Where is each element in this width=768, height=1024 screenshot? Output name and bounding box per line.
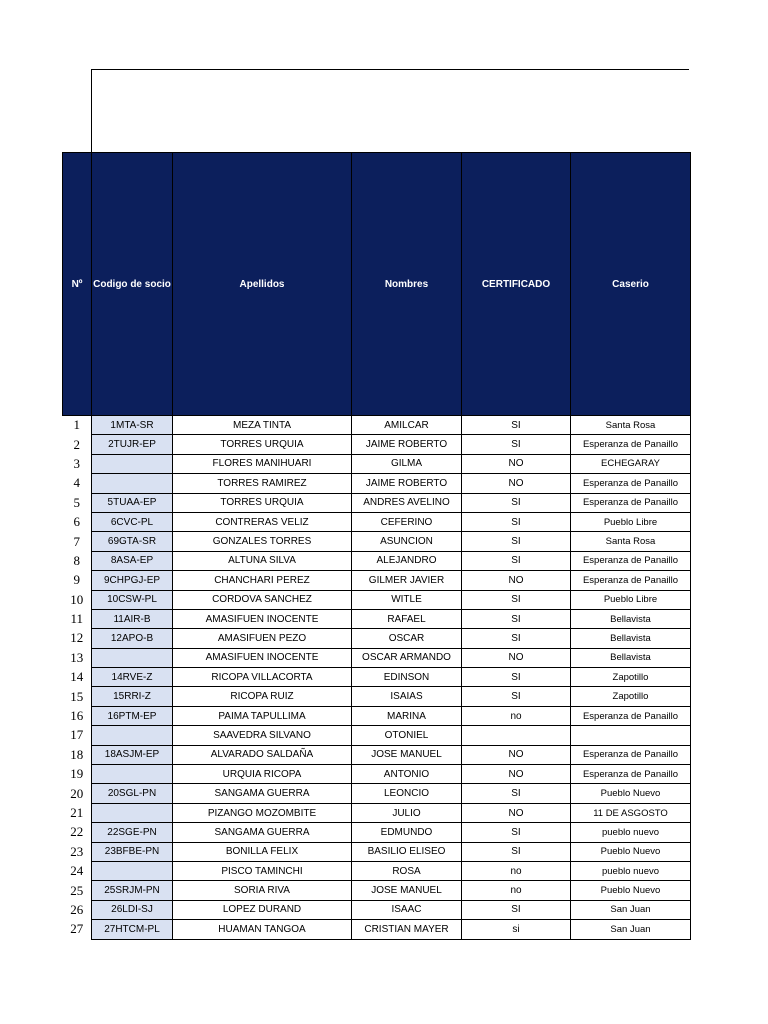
row-number[interactable]: 6 (63, 512, 92, 531)
name-cell[interactable]: LEONCIO (352, 784, 462, 803)
table-row (63, 861, 691, 880)
village-cell[interactable]: ECHEGARAY (571, 454, 691, 473)
table-row (63, 571, 691, 590)
row-number[interactable]: 10 (63, 590, 92, 609)
header-codigo: Codigo de socio (92, 153, 173, 416)
surname-cell[interactable]: MEZA TINTA (173, 416, 352, 435)
row-number[interactable]: 26 (63, 900, 92, 919)
row-number[interactable]: 27 (63, 920, 92, 939)
surname-cell[interactable]: CONTRERAS VELIZ (173, 512, 352, 531)
row-number[interactable]: 8 (63, 551, 92, 570)
table-row (63, 609, 691, 628)
village-cell[interactable]: Esperanza de Panaillo (571, 551, 691, 570)
village-cell[interactable]: Santa Rosa (571, 532, 691, 551)
member-code[interactable]: 11AIR-B (92, 609, 173, 628)
name-cell[interactable]: ISAIAS (352, 687, 462, 706)
member-code[interactable]: 14RVE-Z (92, 668, 173, 687)
member-code[interactable]: 2TUJR-EP (92, 435, 173, 454)
village-cell[interactable]: San Juan (571, 920, 691, 939)
surname-cell[interactable]: RICOPA VILLACORTA (173, 668, 352, 687)
surname-cell[interactable]: PIZANGO MOZOMBITE (173, 803, 352, 822)
certificate-cell[interactable]: NO (462, 648, 571, 667)
village-cell[interactable]: Esperanza de Panaillo (571, 706, 691, 725)
row-number[interactable]: 9 (63, 571, 92, 590)
village-cell[interactable]: Pueblo Nuevo (571, 784, 691, 803)
member-code[interactable]: 18ASJM-EP (92, 745, 173, 764)
village-cell[interactable]: Bellavista (571, 648, 691, 667)
table-row (63, 532, 691, 551)
village-cell[interactable]: Santa Rosa (571, 416, 691, 435)
member-code[interactable]: 5TUAA-EP (92, 493, 173, 512)
table-row (63, 648, 691, 667)
row-number[interactable]: 11 (63, 609, 92, 628)
name-cell[interactable]: ANDRES AVELINO (352, 493, 462, 512)
member-code[interactable]: 10CSW-PL (92, 590, 173, 609)
surname-cell[interactable]: RICOPA RUIZ (173, 687, 352, 706)
surname-cell[interactable]: AMASIFUEN PEZO (173, 629, 352, 648)
name-cell[interactable]: JOSE MANUEL (352, 881, 462, 900)
name-cell[interactable]: JAIME ROBERTO (352, 474, 462, 493)
village-cell[interactable]: Pueblo Nuevo (571, 842, 691, 861)
member-code[interactable]: 26LDI-SJ (92, 900, 173, 919)
name-cell[interactable]: RAFAEL (352, 609, 462, 628)
certificate-cell[interactable]: SI (462, 784, 571, 803)
member-code[interactable]: 23BFBE-PN (92, 842, 173, 861)
row-number[interactable]: 15 (63, 687, 92, 706)
row-number[interactable]: 1 (63, 416, 92, 435)
name-cell[interactable]: CRISTIAN MAYER (352, 920, 462, 939)
certificate-cell[interactable]: no (462, 881, 571, 900)
row-number[interactable]: 13 (63, 648, 92, 667)
certificate-cell[interactable]: SI (462, 900, 571, 919)
name-cell[interactable]: CEFERINO (352, 512, 462, 531)
certificate-cell[interactable]: SI (462, 512, 571, 531)
table-row (63, 881, 691, 900)
village-cell[interactable]: Esperanza de Panaillo (571, 571, 691, 590)
header-certificado: CERTIFICADO (462, 153, 571, 416)
surname-cell[interactable]: SANGAMA GUERRA (173, 823, 352, 842)
certificate-cell[interactable]: no (462, 861, 571, 880)
member-code[interactable]: 9CHPGJ-EP (92, 571, 173, 590)
row-number[interactable]: 4 (63, 474, 92, 493)
certificate-cell[interactable]: SI (462, 823, 571, 842)
table-row (63, 900, 691, 919)
name-cell[interactable]: MARINA (352, 706, 462, 725)
surname-cell[interactable]: SANGAMA GUERRA (173, 784, 352, 803)
member-code[interactable] (92, 454, 173, 473)
member-code[interactable]: 15RRI-Z (92, 687, 173, 706)
member-code[interactable] (92, 861, 173, 880)
name-cell[interactable]: JULIO (352, 803, 462, 822)
row-number[interactable]: 19 (63, 765, 92, 784)
name-cell[interactable]: EDMUNDO (352, 823, 462, 842)
table-row (63, 823, 691, 842)
name-cell[interactable]: GILMA (352, 454, 462, 473)
member-code[interactable]: 16PTM-EP (92, 706, 173, 725)
row-number[interactable]: 23 (63, 842, 92, 861)
certificate-cell[interactable]: SI (462, 687, 571, 706)
member-code[interactable] (92, 765, 173, 784)
village-cell[interactable]: Pueblo Libre (571, 590, 691, 609)
village-cell[interactable]: Pueblo Nuevo (571, 881, 691, 900)
village-cell[interactable]: Pueblo Libre (571, 512, 691, 531)
surname-cell[interactable]: ALTUNA SILVA (173, 551, 352, 570)
surname-cell[interactable]: AMASIFUEN INOCENTE (173, 648, 352, 667)
row-number[interactable]: 16 (63, 706, 92, 725)
table-row (63, 726, 691, 745)
table-row (63, 551, 691, 570)
name-cell[interactable]: EDINSON (352, 668, 462, 687)
certificate-cell[interactable]: SI (462, 590, 571, 609)
name-cell[interactable]: AMILCAR (352, 416, 462, 435)
members-table (62, 152, 691, 940)
row-number[interactable]: 3 (63, 454, 92, 473)
village-cell[interactable]: Esperanza de Panaillo (571, 435, 691, 454)
certificate-cell[interactable]: NO (462, 803, 571, 822)
surname-cell[interactable]: LOPEZ DURAND (173, 900, 352, 919)
member-code[interactable]: 27HTCM-PL (92, 920, 173, 939)
member-code[interactable]: 20SGL-PN (92, 784, 173, 803)
row-number[interactable]: 25 (63, 881, 92, 900)
village-cell[interactable]: Bellavista (571, 629, 691, 648)
table-row (63, 803, 691, 822)
table-row (63, 590, 691, 609)
certificate-cell[interactable]: SI (462, 668, 571, 687)
name-cell[interactable]: JAIME ROBERTO (352, 435, 462, 454)
certificate-cell[interactable]: NO (462, 745, 571, 764)
village-cell[interactable]: 11 DE ASGOSTO (571, 803, 691, 822)
row-number[interactable]: 22 (63, 823, 92, 842)
village-cell[interactable]: Zapotillo (571, 687, 691, 706)
village-cell[interactable]: Esperanza de Panaillo (571, 474, 691, 493)
table-row (63, 454, 691, 473)
table-header (63, 153, 691, 416)
surname-cell[interactable]: TORRES RAMIREZ (173, 474, 352, 493)
table-row (63, 706, 691, 725)
title-area (91, 69, 689, 152)
village-cell[interactable]: Bellavista (571, 609, 691, 628)
table-row (63, 920, 691, 939)
table-body (63, 416, 691, 940)
name-cell[interactable]: BASILIO ELISEO (352, 842, 462, 861)
row-number[interactable]: 12 (63, 629, 92, 648)
header-apellidos: Apellidos (173, 153, 352, 416)
name-cell[interactable]: ASUNCION (352, 532, 462, 551)
row-number[interactable]: 7 (63, 532, 92, 551)
surname-cell[interactable]: BONILLA FELIX (173, 842, 352, 861)
member-code[interactable]: 69GTA-SR (92, 532, 173, 551)
name-cell[interactable]: GILMER JAVIER (352, 571, 462, 590)
surname-cell[interactable]: PAIMA TAPULLIMA (173, 706, 352, 725)
table-row (63, 474, 691, 493)
certificate-cell[interactable]: NO (462, 454, 571, 473)
certificate-cell[interactable]: no (462, 706, 571, 725)
certificate-cell[interactable]: si (462, 920, 571, 939)
village-cell[interactable]: Esperanza de Panaillo (571, 493, 691, 512)
table-row (63, 493, 691, 512)
name-cell[interactable]: OSCAR (352, 629, 462, 648)
name-cell[interactable]: ISAAC (352, 900, 462, 919)
village-cell[interactable]: Zapotillo (571, 668, 691, 687)
surname-cell[interactable]: ALVARADO SALDAÑA (173, 745, 352, 764)
certificate-cell[interactable]: SI (462, 609, 571, 628)
village-cell[interactable] (571, 726, 691, 745)
certificate-cell[interactable] (462, 726, 571, 745)
table-row (63, 842, 691, 861)
surname-cell[interactable]: CHANCHARI PEREZ (173, 571, 352, 590)
name-cell[interactable]: OSCAR ARMANDO (352, 648, 462, 667)
table-row (63, 416, 691, 435)
certificate-cell[interactable]: NO (462, 571, 571, 590)
member-code[interactable]: 1MTA-SR (92, 416, 173, 435)
row-number[interactable]: 18 (63, 745, 92, 764)
member-code[interactable] (92, 803, 173, 822)
surname-cell[interactable]: HUAMAN TANGOA (173, 920, 352, 939)
certificate-cell[interactable]: SI (462, 551, 571, 570)
certificate-cell[interactable]: SI (462, 493, 571, 512)
row-number[interactable]: 2 (63, 435, 92, 454)
name-cell[interactable]: ROSA (352, 861, 462, 880)
name-cell[interactable]: WITLE (352, 590, 462, 609)
name-cell[interactable]: JOSE MANUEL (352, 745, 462, 764)
name-cell[interactable]: OTONIEL (352, 726, 462, 745)
member-code[interactable]: 22SGE-PN (92, 823, 173, 842)
certificate-cell[interactable]: SI (462, 416, 571, 435)
surname-cell[interactable]: CORDOVA SANCHEZ (173, 590, 352, 609)
row-number[interactable]: 24 (63, 861, 92, 880)
member-code[interactable]: 6CVC-PL (92, 512, 173, 531)
surname-cell[interactable]: TORRES URQUIA (173, 493, 352, 512)
header-num: Nº (63, 153, 92, 416)
row-number[interactable]: 5 (63, 493, 92, 512)
surname-cell[interactable]: AMASIFUEN INOCENTE (173, 609, 352, 628)
surname-cell[interactable]: TORRES URQUIA (173, 435, 352, 454)
member-code[interactable] (92, 474, 173, 493)
village-cell[interactable]: Esperanza de Panaillo (571, 745, 691, 764)
table-row (63, 745, 691, 764)
table-row (63, 687, 691, 706)
member-code[interactable]: 12APO-B (92, 629, 173, 648)
surname-cell[interactable]: SAAVEDRA SILVANO (173, 726, 352, 745)
member-code[interactable]: 8ASA-EP (92, 551, 173, 570)
row-number[interactable]: 20 (63, 784, 92, 803)
certificate-cell[interactable]: SI (462, 532, 571, 551)
name-cell[interactable]: ANTONIO (352, 765, 462, 784)
table-row (63, 512, 691, 531)
table-row (63, 784, 691, 803)
surname-cell[interactable]: FLORES MANIHUARI (173, 454, 352, 473)
header-nombres: Nombres (352, 153, 462, 416)
certificate-cell[interactable]: NO (462, 474, 571, 493)
surname-cell[interactable]: SORIA RIVA (173, 881, 352, 900)
header-caserio: Caserio (571, 153, 691, 416)
table-row (63, 765, 691, 784)
certificate-cell[interactable]: SI (462, 842, 571, 861)
village-cell[interactable]: pueblo nuevo (571, 861, 691, 880)
surname-cell[interactable]: URQUIA RICOPA (173, 765, 352, 784)
name-cell[interactable]: ALEJANDRO (352, 551, 462, 570)
table-row (63, 435, 691, 454)
table-row (63, 629, 691, 648)
village-cell[interactable]: pueblo nuevo (571, 823, 691, 842)
member-code[interactable] (92, 726, 173, 745)
row-number[interactable]: 14 (63, 668, 92, 687)
table-row (63, 668, 691, 687)
surname-cell[interactable]: GONZALES TORRES (173, 532, 352, 551)
member-code[interactable] (92, 648, 173, 667)
certificate-cell[interactable]: NO (462, 765, 571, 784)
row-number[interactable]: 17 (63, 726, 92, 745)
village-cell[interactable]: Esperanza de Panaillo (571, 765, 691, 784)
village-cell[interactable]: San Juan (571, 900, 691, 919)
surname-cell[interactable]: PISCO TAMINCHI (173, 861, 352, 880)
certificate-cell[interactable]: SI (462, 629, 571, 648)
certificate-cell[interactable]: SI (462, 435, 571, 454)
member-code[interactable]: 25SRJM-PN (92, 881, 173, 900)
row-number[interactable]: 21 (63, 803, 92, 822)
